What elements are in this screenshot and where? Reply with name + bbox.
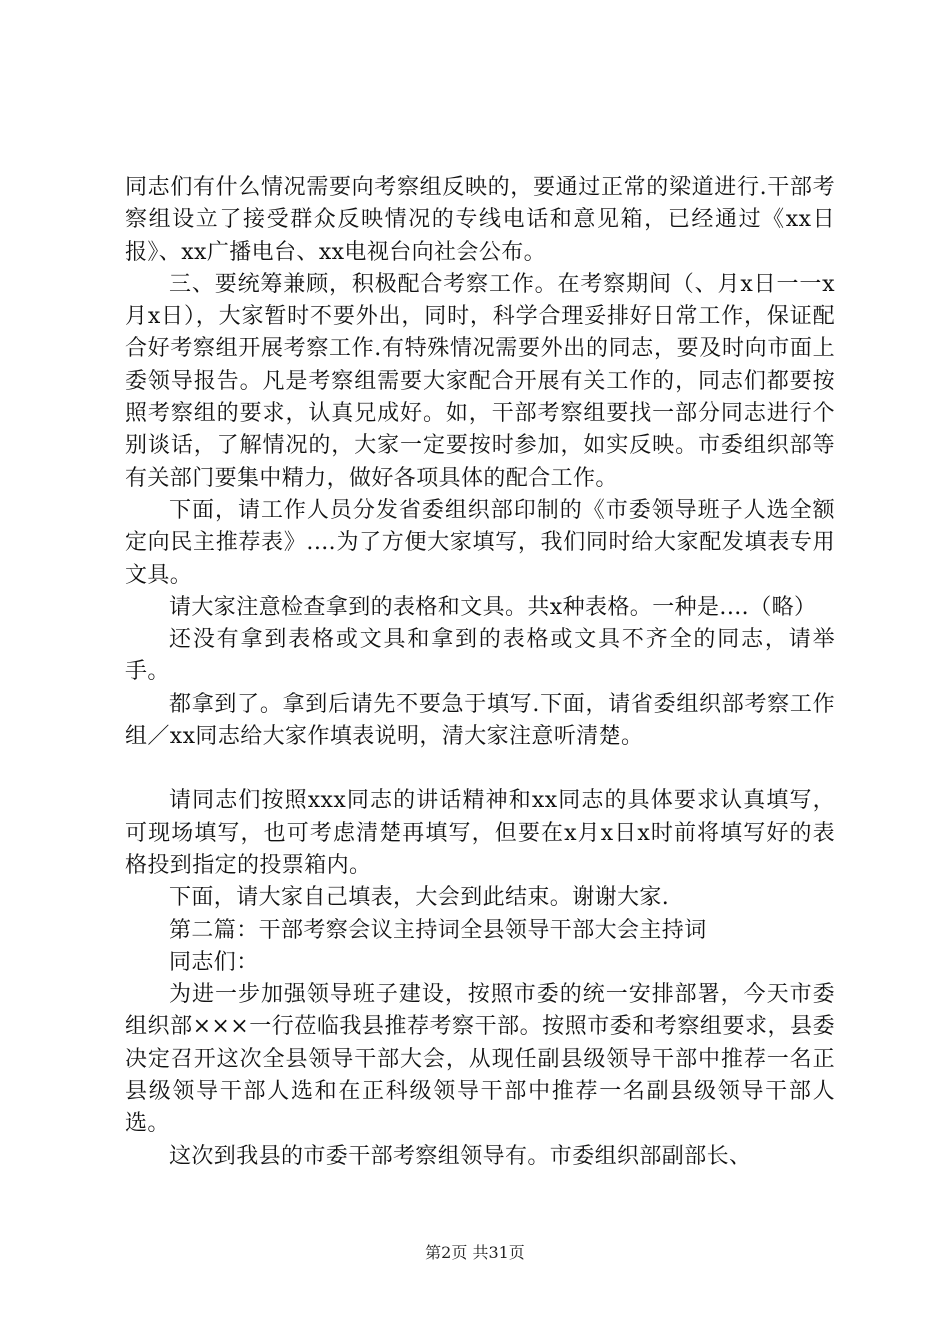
paragraph-1: 同志们有什么情况需要向考察组反映的，要通过正常的梁道进行.干部考察组设立了接受群众反映情况的专线电话和意见箱，已经通过《xx日报》、xx广播电台、xx电视台向社会公布。 [125,175,835,265]
page-number-footer: 第2页 共31页 [425,1243,525,1262]
paragraph-2: 三、要统筹兼顾，积极配合考察工作。在考察期间（、月x日一一x月x日），大家暂时不要外出，同时，科学合理妥排好日常工作，保证配合好考察组开展考察工作.有特殊情况需要外出的同志，要及时向市面上委领导报告。凡是考察组需要大家配合开展有关工作的，同志们都要按照考察组的要求，认真兄成好。如，干部考察组要找一部分同志进行个别谈话，了解情况的，大家一定要按时参加，如实反映。市委组织部等有关部门要集中精力，做好各项具体的配合工作。 [125,271,835,491]
paragraph-7: 请同志们按照xxx同志的讲话精神和xx同志的具体要求认真填写，可现场填写，也可考虑清楚再填写，但要在x月x日x时前将填写好的表格投到指定的投票箱内。 [125,788,835,878]
paragraph-5: 还没有拿到表格或文具和拿到的表格或文具不齐全的同志，请举手。 [125,627,835,685]
paragraph-3: 下面，请工作人员分发省委组织部印制的《市委领导班子人选全额定向民主推荐表》.…为了方便大家填写，我们同时给大家配发填表专用文具。 [125,497,835,588]
paragraph-8: 下面，请大家自己填表，大会到此结束。谢谢大家. [169,885,670,911]
document-body [125,172,835,1173]
paragraph-4: 请大家注意检查拿到的表格和文具。共x种表格。一种是.…（略） [169,594,817,620]
salutation: 同志们： [169,949,259,975]
paragraph-9: 为进一步加强领导班子建设，按照市委的统一安排部署，今天市委组织部×××一行莅临我县推荐考察干部。按照市委和考察组要求，县委决定召开这次全县领导干部大会，从现任副县级领导干部中推荐一名正县级领导干部人选和在正科级领导干部中推荐一名副县级领导干部人选。 [125,982,835,1137]
paragraph-10: 这次到我县的市委干部考察组领导有。市委组织部副部长、 [169,1143,752,1169]
paragraph-6: 都拿到了。拿到后请先不要急于填写.下面，请省委组织部考察工作组／xx同志给大家作填表说明，清大家注意听清楚。 [125,691,835,750]
section-heading: 第二篇：干部考察会议主持词全县领导干部大会主持词 [169,917,707,943]
